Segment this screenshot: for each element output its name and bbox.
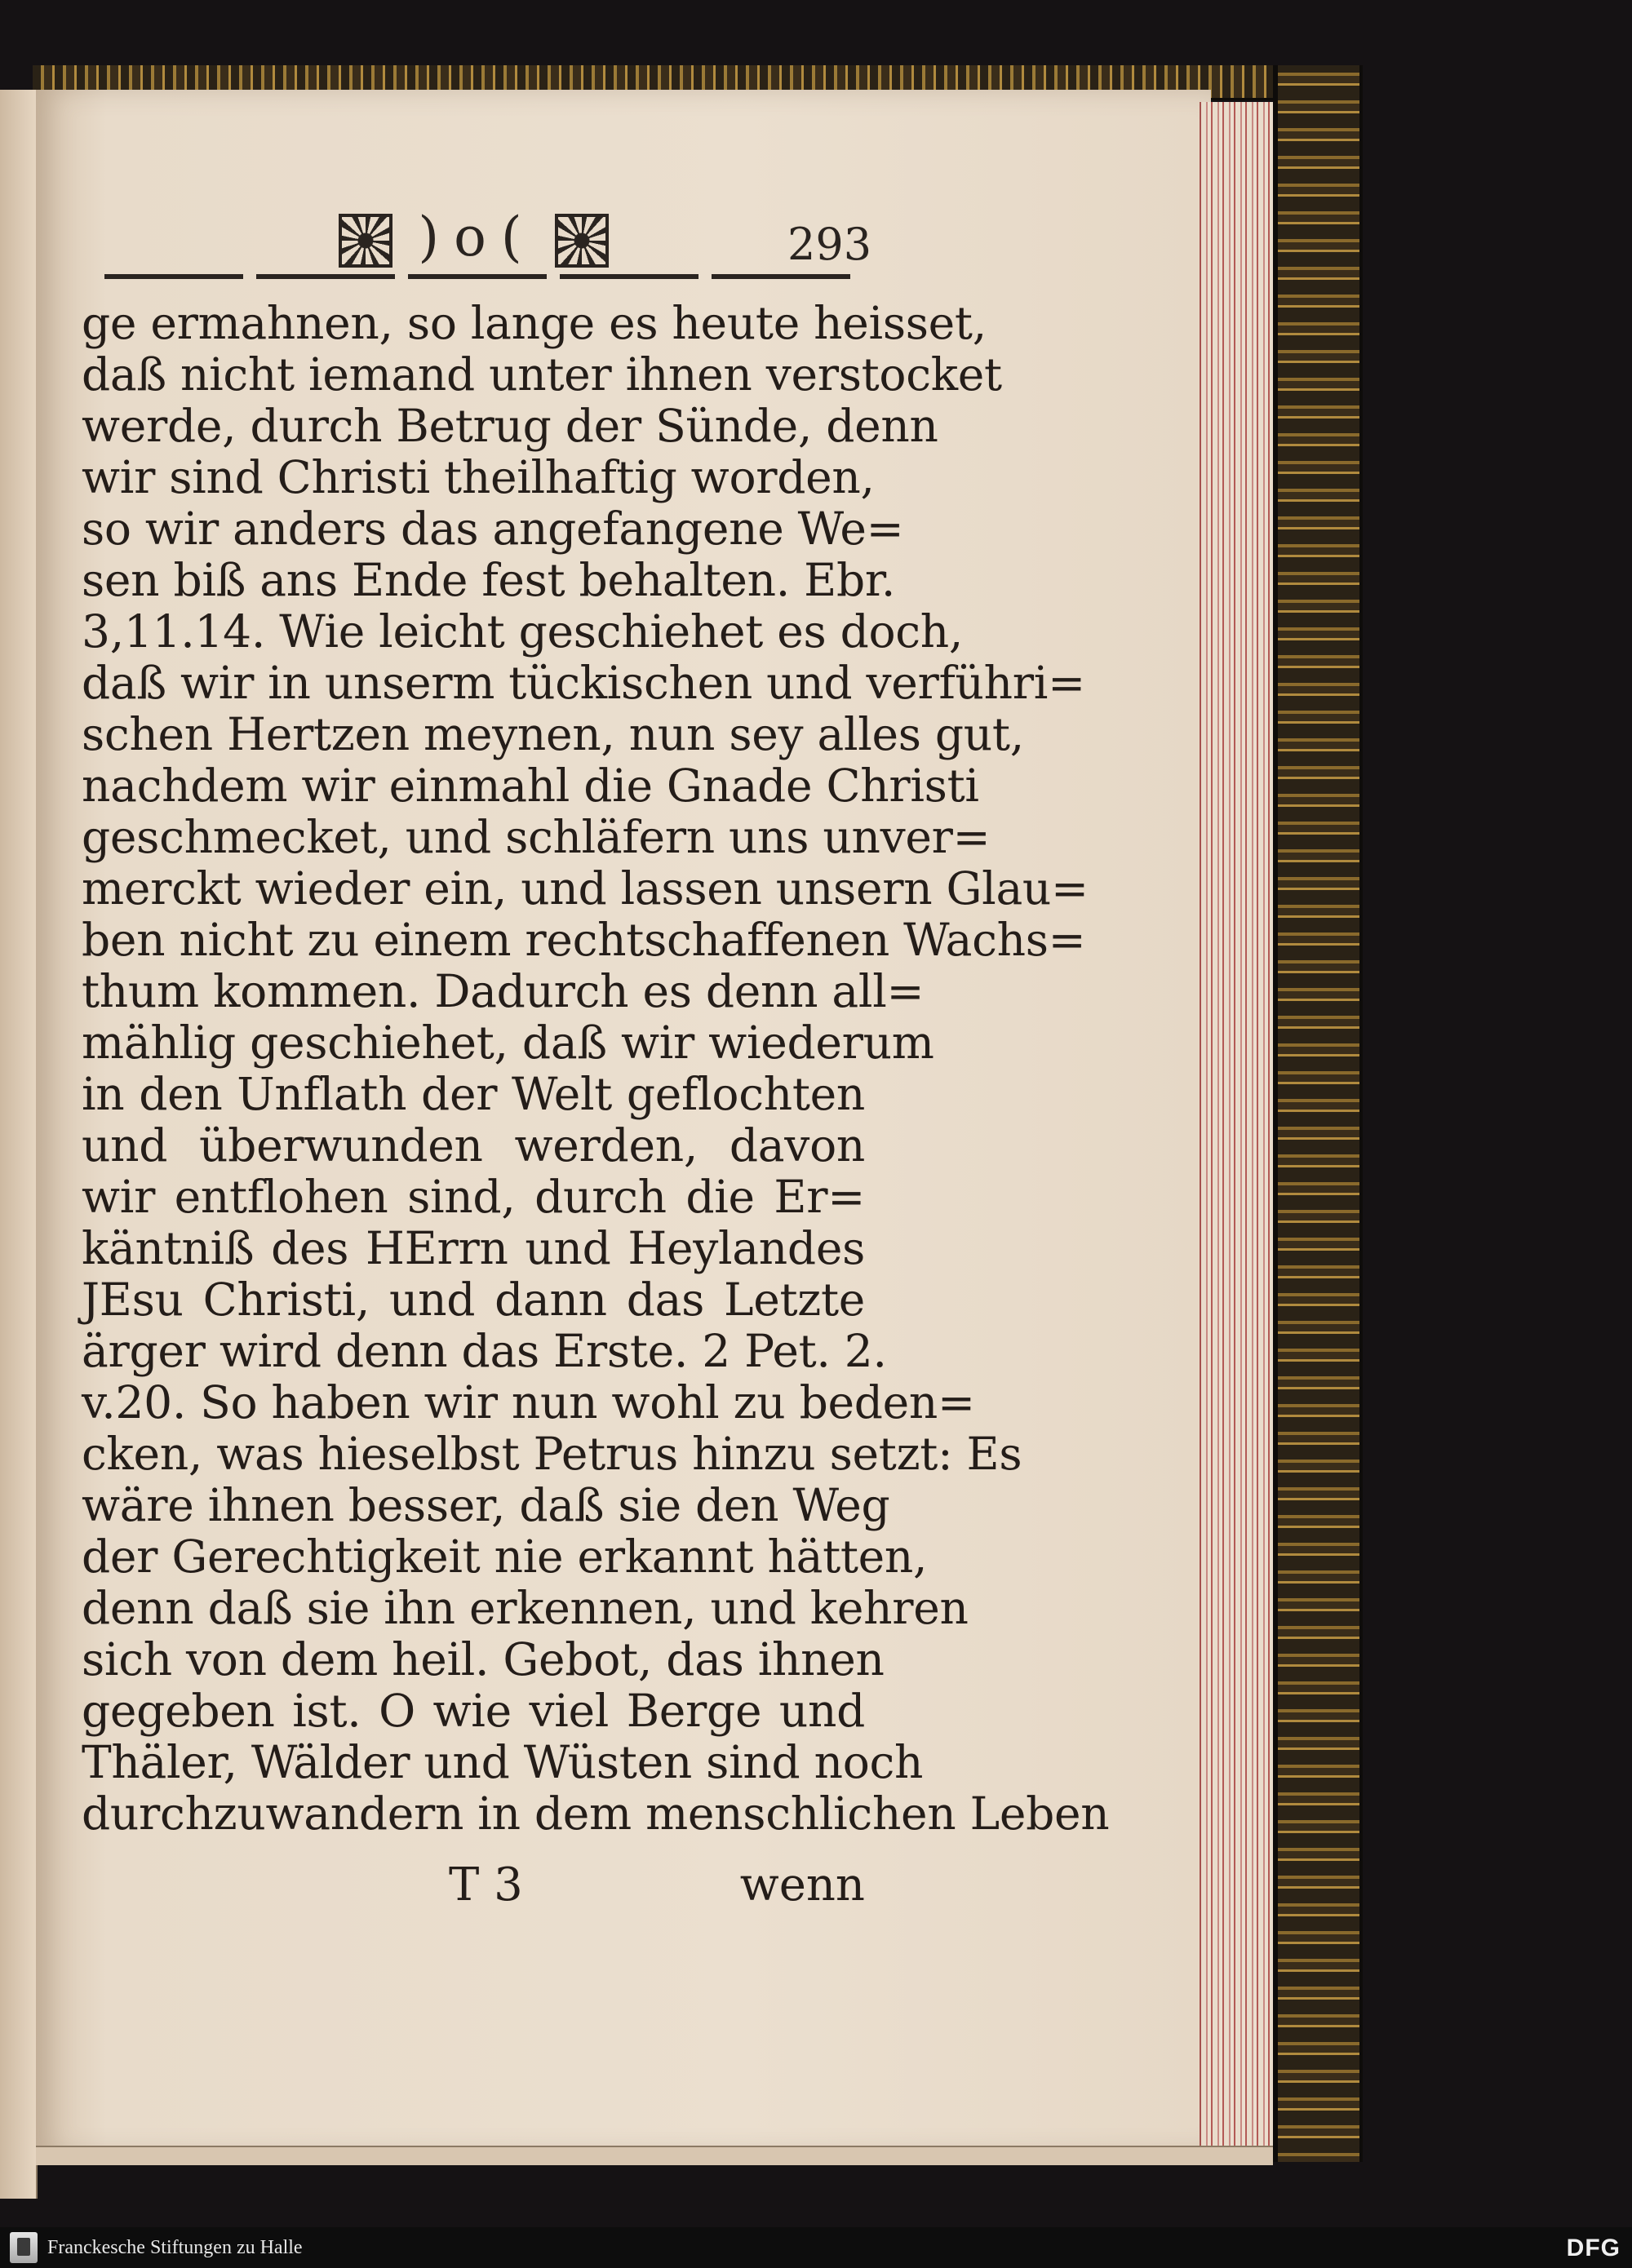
text-line: thum kommen. Dadurch es denn all= (82, 965, 925, 1017)
text-line: schen Hertzen meynen, nun sey alles gut, (82, 708, 1024, 760)
text-line: daß wir in unserm tückischen und verführi= (82, 657, 1085, 709)
text-line: merckt wieder ein, und lassen unsern Glau= (82, 862, 1089, 915)
page-number: 293 (787, 219, 872, 270)
text-line: gegeben ist. O wie viel Berge und (82, 1685, 865, 1737)
text-line: ge ermahnen, so lange es heute heisset, (82, 297, 987, 349)
text-line: wäre ihnen besser, daß sie den Weg (82, 1479, 890, 1531)
page-fore-edge (1200, 102, 1275, 2146)
text-line: werde, durch Betrug der Sünde, denn (82, 400, 938, 452)
text-line: und überwunden werden, davon (82, 1119, 865, 1172)
catchword: wenn (739, 1858, 865, 1911)
text-line: wir sind Christi theilhaftig worden, (82, 451, 875, 503)
page-footer (82, 1858, 865, 1912)
text-line: käntniß des HErrn und Heylandes (82, 1222, 865, 1274)
previous-page-edge (0, 90, 38, 2199)
page-header (322, 206, 877, 276)
text-line: sich von dem heil. Gebot, das ihnen (82, 1633, 885, 1685)
text-line: der Gerechtigkeit nie erkannt hätten, (82, 1530, 928, 1583)
signature-mark: T 3 (449, 1858, 523, 1911)
text-line: daß nicht iemand unter ihnen verstocket (82, 348, 1002, 401)
text-line: denn daß sie ihn erkennen, und kehren (82, 1582, 969, 1634)
text-line: durchzuwandern in dem menschlichen Leben (82, 1787, 1110, 1840)
text-line: geschmecket, und schläfern uns unver= (82, 811, 991, 863)
institution-logo-icon (10, 2232, 38, 2263)
text-line: ben nicht zu einem rechtschaffenen Wachs= (82, 914, 1086, 966)
text-line: cken, was hieselbst Petrus hinzu setzt: Es (82, 1428, 1022, 1480)
page-bottom-edge (36, 2146, 1273, 2165)
ornament-right-icon (555, 214, 609, 268)
text-line: Thäler, Wälder und Wüsten sind noch (82, 1736, 924, 1788)
text-line: so wir anders das angefangene We= (82, 503, 904, 555)
text-line: JEsu Christi, und dann das Letzte (82, 1274, 865, 1326)
text-line: wir entflohen sind, durch die Er= (82, 1171, 865, 1223)
text-line: v.20. So haben wir nun wohl zu beden= (82, 1376, 975, 1429)
text-line: mählig geschiehet, daß wir wiederum (82, 1017, 934, 1069)
footer-bar (0, 2227, 1632, 2268)
text-line: sen biß ans Ende fest behalten. Ebr. (82, 554, 896, 606)
dfg-logo: DFG (1566, 2235, 1621, 2261)
text-line: 3,11.14. Wie leicht geschiehet es doch, (82, 605, 964, 658)
text-line: in den Unflath der Welt geflochten (82, 1068, 865, 1120)
body-text (82, 297, 1110, 1840)
institution-name: Franckesche Stiftungen zu Halle (47, 2237, 303, 2258)
text-line: ärger wird denn das Erste. 2 Pet. 2. (82, 1325, 887, 1377)
header-rule (104, 274, 863, 279)
text-line: nachdem wir einmahl die Gnade Christi (82, 760, 979, 812)
book-cover-edge (1273, 65, 1363, 2162)
ornament-left-icon (339, 214, 392, 268)
header-ornament: )o( (418, 206, 537, 268)
